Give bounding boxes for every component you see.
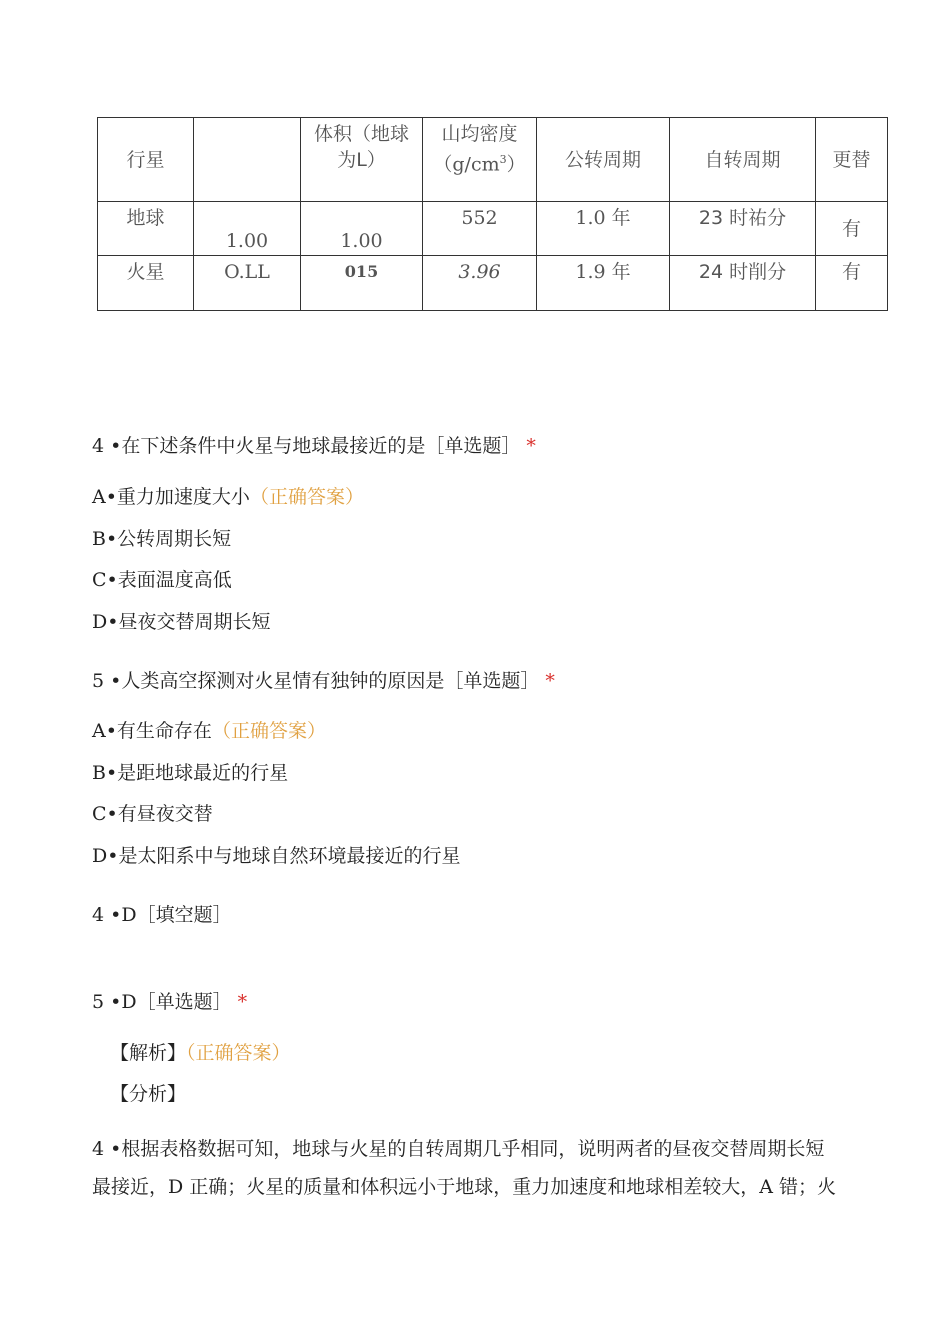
option-text: D•昼夜交替周期长短: [92, 611, 271, 633]
density-unit: （g/cm: [433, 153, 500, 176]
option-text: C•表面温度高低: [92, 569, 232, 591]
cell-volume: 1.00: [301, 202, 423, 256]
answer-text: 4 •D［填空题］: [92, 904, 232, 926]
cell-mass: O.LL: [194, 256, 301, 311]
paragraph-line: 最接近，D 正确；火星的质量和体积远小于地球，重力加速度和地球相差较大，A 错；火: [92, 1176, 837, 1198]
cell-density: 3.96: [423, 256, 537, 311]
cell-alternation: 有: [816, 256, 888, 311]
header-volume-line2: 为L）: [337, 149, 386, 171]
question-title: [92, 431, 536, 458]
correct-answer-tag: （正确答案）: [186, 1042, 291, 1064]
header-volume-line1: 体积（地球: [313, 123, 409, 145]
density-unit-close: ）: [506, 153, 526, 176]
cell-rotation: 23 时祐分: [670, 202, 816, 256]
cell-planet: 地球: [98, 202, 194, 256]
option-item: [92, 524, 231, 551]
density-unit-exponent: 3: [499, 153, 507, 166]
option-text: B•是距地球最近的行星: [92, 762, 289, 784]
header-planet: 行星: [98, 118, 194, 202]
table-row: [98, 202, 888, 256]
header-volume: [301, 118, 423, 202]
explanation-paragraph: [92, 1130, 882, 1206]
analysis-subheading: [110, 1079, 186, 1106]
answer-line: [92, 987, 247, 1014]
cell-mass: 1.00: [194, 202, 301, 256]
option-item: [92, 758, 288, 785]
header-rotation: 自转周期: [670, 118, 816, 202]
option-item: [92, 799, 213, 826]
cell-planet: 火星: [98, 256, 194, 311]
option-text: A•有生命存在: [92, 720, 212, 742]
question-text: 5 •人类高空探测对火星情有独钟的原因是［单选题］: [92, 670, 540, 692]
required-star: *: [545, 670, 555, 692]
cell-revolution: 1.0 年: [537, 202, 670, 256]
cell-rotation: 24 时削分: [670, 256, 816, 311]
option-item: [92, 482, 364, 509]
required-star: *: [237, 991, 248, 1013]
cell-volume: 015: [301, 256, 423, 311]
cell-alternation: 有: [816, 202, 888, 256]
header-density-line1: 山均密度: [441, 123, 518, 145]
question-text: 4 •在下述条件中火星与地球最接近的是［单选题］: [92, 435, 521, 457]
header-revolution: 公转周期: [537, 118, 670, 202]
answer-text: 5 •D［单选题］: [92, 991, 232, 1013]
analysis-label: 【解析】: [110, 1042, 187, 1064]
option-text: A•重力加速度大小: [92, 486, 250, 508]
correct-answer-tag: （正确答案）: [249, 486, 364, 508]
header-density-line2: [423, 147, 536, 177]
correct-answer-tag: （正确答案）: [211, 720, 326, 742]
answer-line: [92, 900, 232, 927]
header-empty: [194, 118, 301, 202]
question-title: [92, 666, 555, 693]
table-header-row: [98, 118, 888, 202]
option-text: B•公转周期长短: [92, 528, 232, 550]
paragraph-line: 4 •根据表格数据可知，地球与火星的自转周期几乎相同，说明两者的昼夜交替周期长短: [92, 1138, 825, 1160]
header-density: [423, 118, 537, 202]
planet-data-table: [97, 117, 888, 311]
option-item: [92, 716, 326, 743]
table-row: [98, 256, 888, 311]
option-text: C•有昼夜交替: [92, 803, 213, 825]
cell-revolution: 1.9 年: [537, 256, 670, 311]
analysis-heading: [110, 1038, 291, 1065]
required-star: *: [526, 435, 536, 457]
cell-density: 552: [423, 202, 537, 256]
option-item: [92, 841, 460, 868]
analysis-sub-label: 【分析】: [110, 1083, 187, 1105]
option-item: [92, 565, 232, 592]
header-alternation: 更替: [816, 118, 888, 202]
option-item: [92, 607, 270, 634]
option-text: D•是太阳系中与地球自然环境最接近的行星: [92, 845, 461, 867]
